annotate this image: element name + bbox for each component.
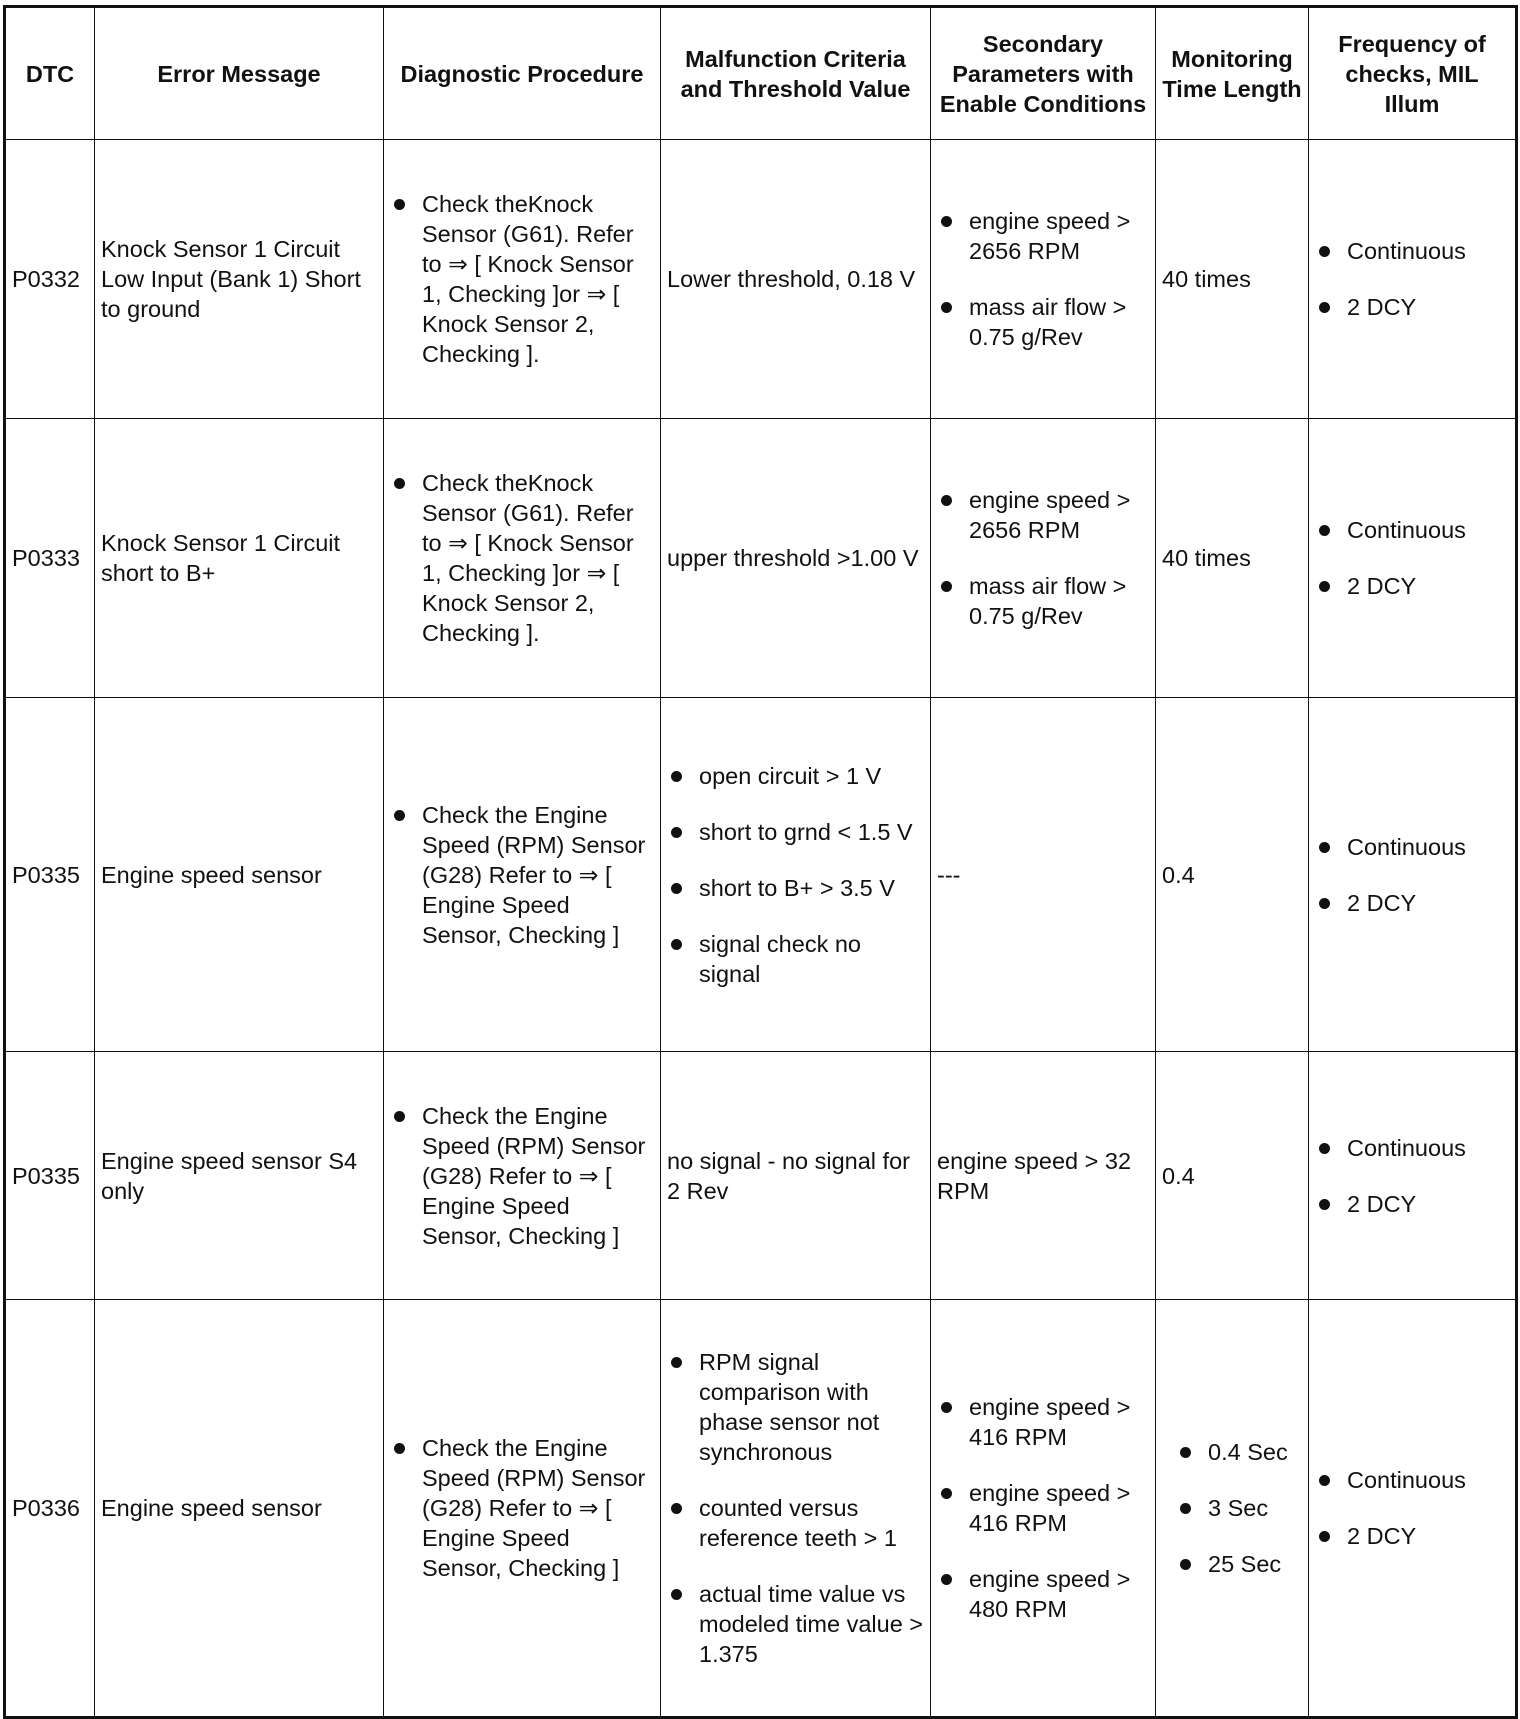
list-item: engine speed > 416 RPM	[937, 1478, 1149, 1538]
diagnostic-procedure	[384, 698, 661, 1052]
list-item: 0.4 Sec	[1176, 1437, 1302, 1467]
malfunction-criteria	[661, 698, 931, 1052]
list-item: Continuous	[1315, 236, 1509, 266]
secondary-parameters: engine speed > 32 RPM	[931, 1052, 1156, 1300]
list-item: 3 Sec	[1176, 1493, 1302, 1523]
error-message: Knock Sensor 1 Circuit Low Input (Bank 1) Short to ground	[95, 140, 384, 419]
dtc-code: P0335	[5, 698, 95, 1052]
frequency	[1309, 698, 1517, 1052]
monitoring-time	[1156, 1300, 1309, 1718]
header-secondary-parameters: Secondary Parameters with Enable Conditions	[931, 7, 1156, 140]
error-message: Engine speed sensor	[95, 1300, 384, 1718]
monitoring-time: 0.4	[1156, 1052, 1309, 1300]
dtc-code: P0336	[5, 1300, 95, 1718]
secondary-parameters	[931, 419, 1156, 698]
table-row	[5, 1052, 1517, 1300]
list-item: mass air flow > 0.75 g/Rev	[937, 571, 1149, 631]
frequency	[1309, 419, 1517, 698]
list-item: short to grnd < 1.5 V	[667, 817, 924, 847]
list-item: Continuous	[1315, 515, 1509, 545]
list-item: engine speed > 480 RPM	[937, 1564, 1149, 1624]
secondary-parameters	[931, 1300, 1156, 1718]
malfunction-criteria	[661, 1300, 931, 1718]
frequency	[1309, 1052, 1517, 1300]
list-item: Continuous	[1315, 1133, 1509, 1163]
list-item: actual time value vs modeled time value > 1.375	[667, 1579, 924, 1669]
frequency	[1309, 1300, 1517, 1718]
monitoring-time: 40 times	[1156, 140, 1309, 419]
header-monitoring-time: Monitoring Time Length	[1156, 7, 1309, 140]
header-frequency: Frequency of checks, MIL Illum	[1309, 7, 1517, 140]
list-item: mass air flow > 0.75 g/Rev	[937, 292, 1149, 352]
table-row	[5, 140, 1517, 419]
frequency	[1309, 140, 1517, 419]
list-item: 2 DCY	[1315, 571, 1509, 601]
table-row	[5, 1300, 1517, 1718]
secondary-parameters	[931, 140, 1156, 419]
list-item: Check the Engine Speed (RPM) Sensor (G28) Refer to ⇒ [ Engine Speed Sensor, Checking ]	[390, 800, 654, 950]
list-item: short to B+ > 3.5 V	[667, 873, 924, 903]
list-item: 2 DCY	[1315, 1521, 1509, 1551]
header-row	[5, 7, 1517, 140]
list-item: RPM signal comparison with phase sensor not synchronous	[667, 1347, 924, 1467]
list-item: 2 DCY	[1315, 1189, 1509, 1219]
list-item: Check theKnock Sensor (G61). Refer to ⇒ [ Knock Sensor 1, Checking ]or ⇒ [ Knock Sensor 2, Checking ].	[390, 189, 654, 369]
header-malfunction-criteria: Malfunction Criteria and Threshold Value	[661, 7, 931, 140]
list-item: 2 DCY	[1315, 292, 1509, 322]
list-item: open circuit > 1 V	[667, 761, 924, 791]
list-item: Continuous	[1315, 832, 1509, 862]
error-message: Knock Sensor 1 Circuit short to B+	[95, 419, 384, 698]
dtc-code: P0335	[5, 1052, 95, 1300]
diagnostic-procedure	[384, 419, 661, 698]
list-item: 2 DCY	[1315, 888, 1509, 918]
diagnostic-procedure	[384, 1052, 661, 1300]
list-item: counted versus reference teeth > 1	[667, 1493, 924, 1553]
list-item: Check the Engine Speed (RPM) Sensor (G28) Refer to ⇒ [ Engine Speed Sensor, Checking ]	[390, 1101, 654, 1251]
malfunction-criteria: Lower threshold, 0.18 V	[661, 140, 931, 419]
monitoring-time: 0.4	[1156, 698, 1309, 1052]
list-item: Check the Engine Speed (RPM) Sensor (G28) Refer to ⇒ [ Engine Speed Sensor, Checking ]	[390, 1433, 654, 1583]
error-message: Engine speed sensor	[95, 698, 384, 1052]
dtc-code: P0332	[5, 140, 95, 419]
list-item: engine speed > 2656 RPM	[937, 485, 1149, 545]
malfunction-criteria: upper threshold >1.00 V	[661, 419, 931, 698]
dtc-table	[3, 5, 1518, 1719]
secondary-parameters: ---	[931, 698, 1156, 1052]
diagnostic-procedure	[384, 1300, 661, 1718]
header-diagnostic-procedure: Diagnostic Procedure	[384, 7, 661, 140]
error-message: Engine speed sensor S4 only	[95, 1052, 384, 1300]
header-dtc: DTC	[5, 7, 95, 140]
table-row	[5, 698, 1517, 1052]
table-row	[5, 419, 1517, 698]
diagnostic-procedure	[384, 140, 661, 419]
list-item: engine speed > 416 RPM	[937, 1392, 1149, 1452]
list-item: 25 Sec	[1176, 1549, 1302, 1579]
header-error-message: Error Message	[95, 7, 384, 140]
list-item: signal check no signal	[667, 929, 924, 989]
monitoring-time: 40 times	[1156, 419, 1309, 698]
list-item: Continuous	[1315, 1465, 1509, 1495]
malfunction-criteria: no signal - no signal for 2 Rev	[661, 1052, 931, 1300]
dtc-code: P0333	[5, 419, 95, 698]
list-item: engine speed > 2656 RPM	[937, 206, 1149, 266]
list-item: Check theKnock Sensor (G61). Refer to ⇒ [ Knock Sensor 1, Checking ]or ⇒ [ Knock Sensor 2, Checking ].	[390, 468, 654, 648]
